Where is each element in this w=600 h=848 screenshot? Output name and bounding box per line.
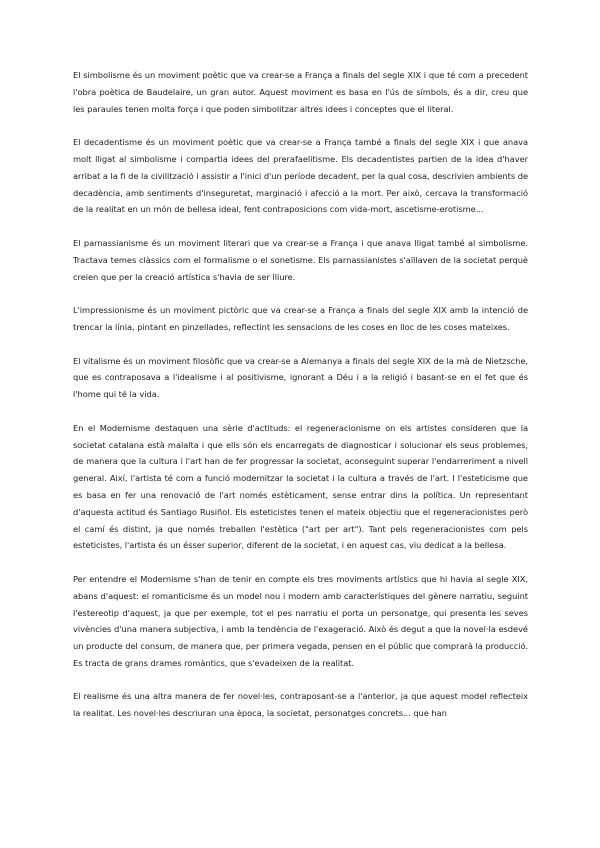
paragraph-decadentisme: El decadentisme és un moviment poètic que va crear-se a França també a finals del segle XIX i que anava molt lligat al simbolisme i compartia idees del prerafaelitisme. Els decadentistes partien de la idea d'haver arribat a la fi de la civilització i assistir a l'inici d'un període decadent, per la qual cosa, descrivien ambients de decadència, amb sentiments d'inseguretat, marginació i afecció a la mort. Per això, cercava la transformació de la realitat en un món de bellesa ideal, fent contraposicions com vida-mort, ascetisme-erotisme... [73, 137, 528, 215]
paragraph-simbolisme: El simbolisme és un moviment poètic que va crear-se a França a finals del segle XIX i que té com a precedent l'obra poètica de Baudelaire, un gran autor. Aquest moviment es basa en l'ús de símbols, és a dir, creu que les paraules tenen molta força i que poden simbolitzar altres idees i conceptes que el literal. [73, 70, 528, 114]
paragraph-realisme: El realisme és una altra manera de fer novel·les, contraposant-se a l'anterior, ja que aquest model reflecteix la realitat. Les novel·les descriuran una època, la societat, personatges concrets... que han [73, 691, 528, 719]
paragraph-parnassianisme: El parnassianisme és un moviment literari que va crear-se a França i que anava lligat també al simbolisme. Tractava temes clàssics com el formalisme o el sonetisme. Els parnassianistes s'aïllaven de la societat perquè creien que per la creació artística s'havia de ser lliure. [73, 237, 528, 282]
paragraph-modernisme-moviments: Per entendre el Modernisme s'han de tenir en compte els tres moviments artístics que hi havia al segle XIX, abans d'aquest: el romanticisme és un model nou i modern amb característiques del gènere narratiu, seguint l'estereotip d'aquest, ja que per exemple, tot el pes narratiu el porta un personatge, qui presenta les seves vivències d'una manera subjectiva, i amb la tendència de l'exageració. Això és degut a que la novel·la esdevé un producte del consum, de manera que, per primera vegada, pensen en el públic que comprarà la producció. Es tracta de grans drames romàntics, que s'evadeixen de la realitat. [73, 573, 528, 668]
paragraph-impressionisme: L'impressionisme és un moviment pictòric que va crear-se a França a finals del segle XIX amb la intenció de trencar la línia, pintant en pinzellades, reflectint les sensacions de les coses en lloc de les coses mateixes. [73, 305, 528, 332]
document-page [73, 67, 528, 739]
paragraph-modernisme-actituds: En el Modernisme destaquen una sèrie d'actituds: el regeneracionisme on els artistes consideren que la societat catalana està malalta i que ells són els encarregats de diagnosticar i solucionar els seus problemes, de manera que la cultura i l'art han de fer progressar la societat, aconseguint superar l'endarreriment a nivell general. Així, l'artista té com a funció modernitzar la societat i la cultura a través de l'art. I l'esteticisme que es basa en fer una renovació de l'art només estèticament, sense entrar dins la política. Un representant d'aquesta actitud és Santiago Rusiñol. Els esteticistes tenen el mateix objectiu que el regeneracionistes però el camí és distint, ja que només treballen l'estètica ("art per art"). Tant pels regeneracionistes com pels esteticistes, l'artista és un ésser superior, diferent de la societat, i en aquest cas, viu dedicat a la bellesa. [73, 422, 528, 551]
paragraph-vitalisme: El vitalisme és un moviment filosòfic que va crear-se a Alemanya a finals del segle XIX de la mà de Nietzsche, que es contraposava a l'idealisme i al positivisme, ignorant a Déu i a la religió i basant-se en el fet que és l'home qui té la vida. [73, 355, 528, 400]
